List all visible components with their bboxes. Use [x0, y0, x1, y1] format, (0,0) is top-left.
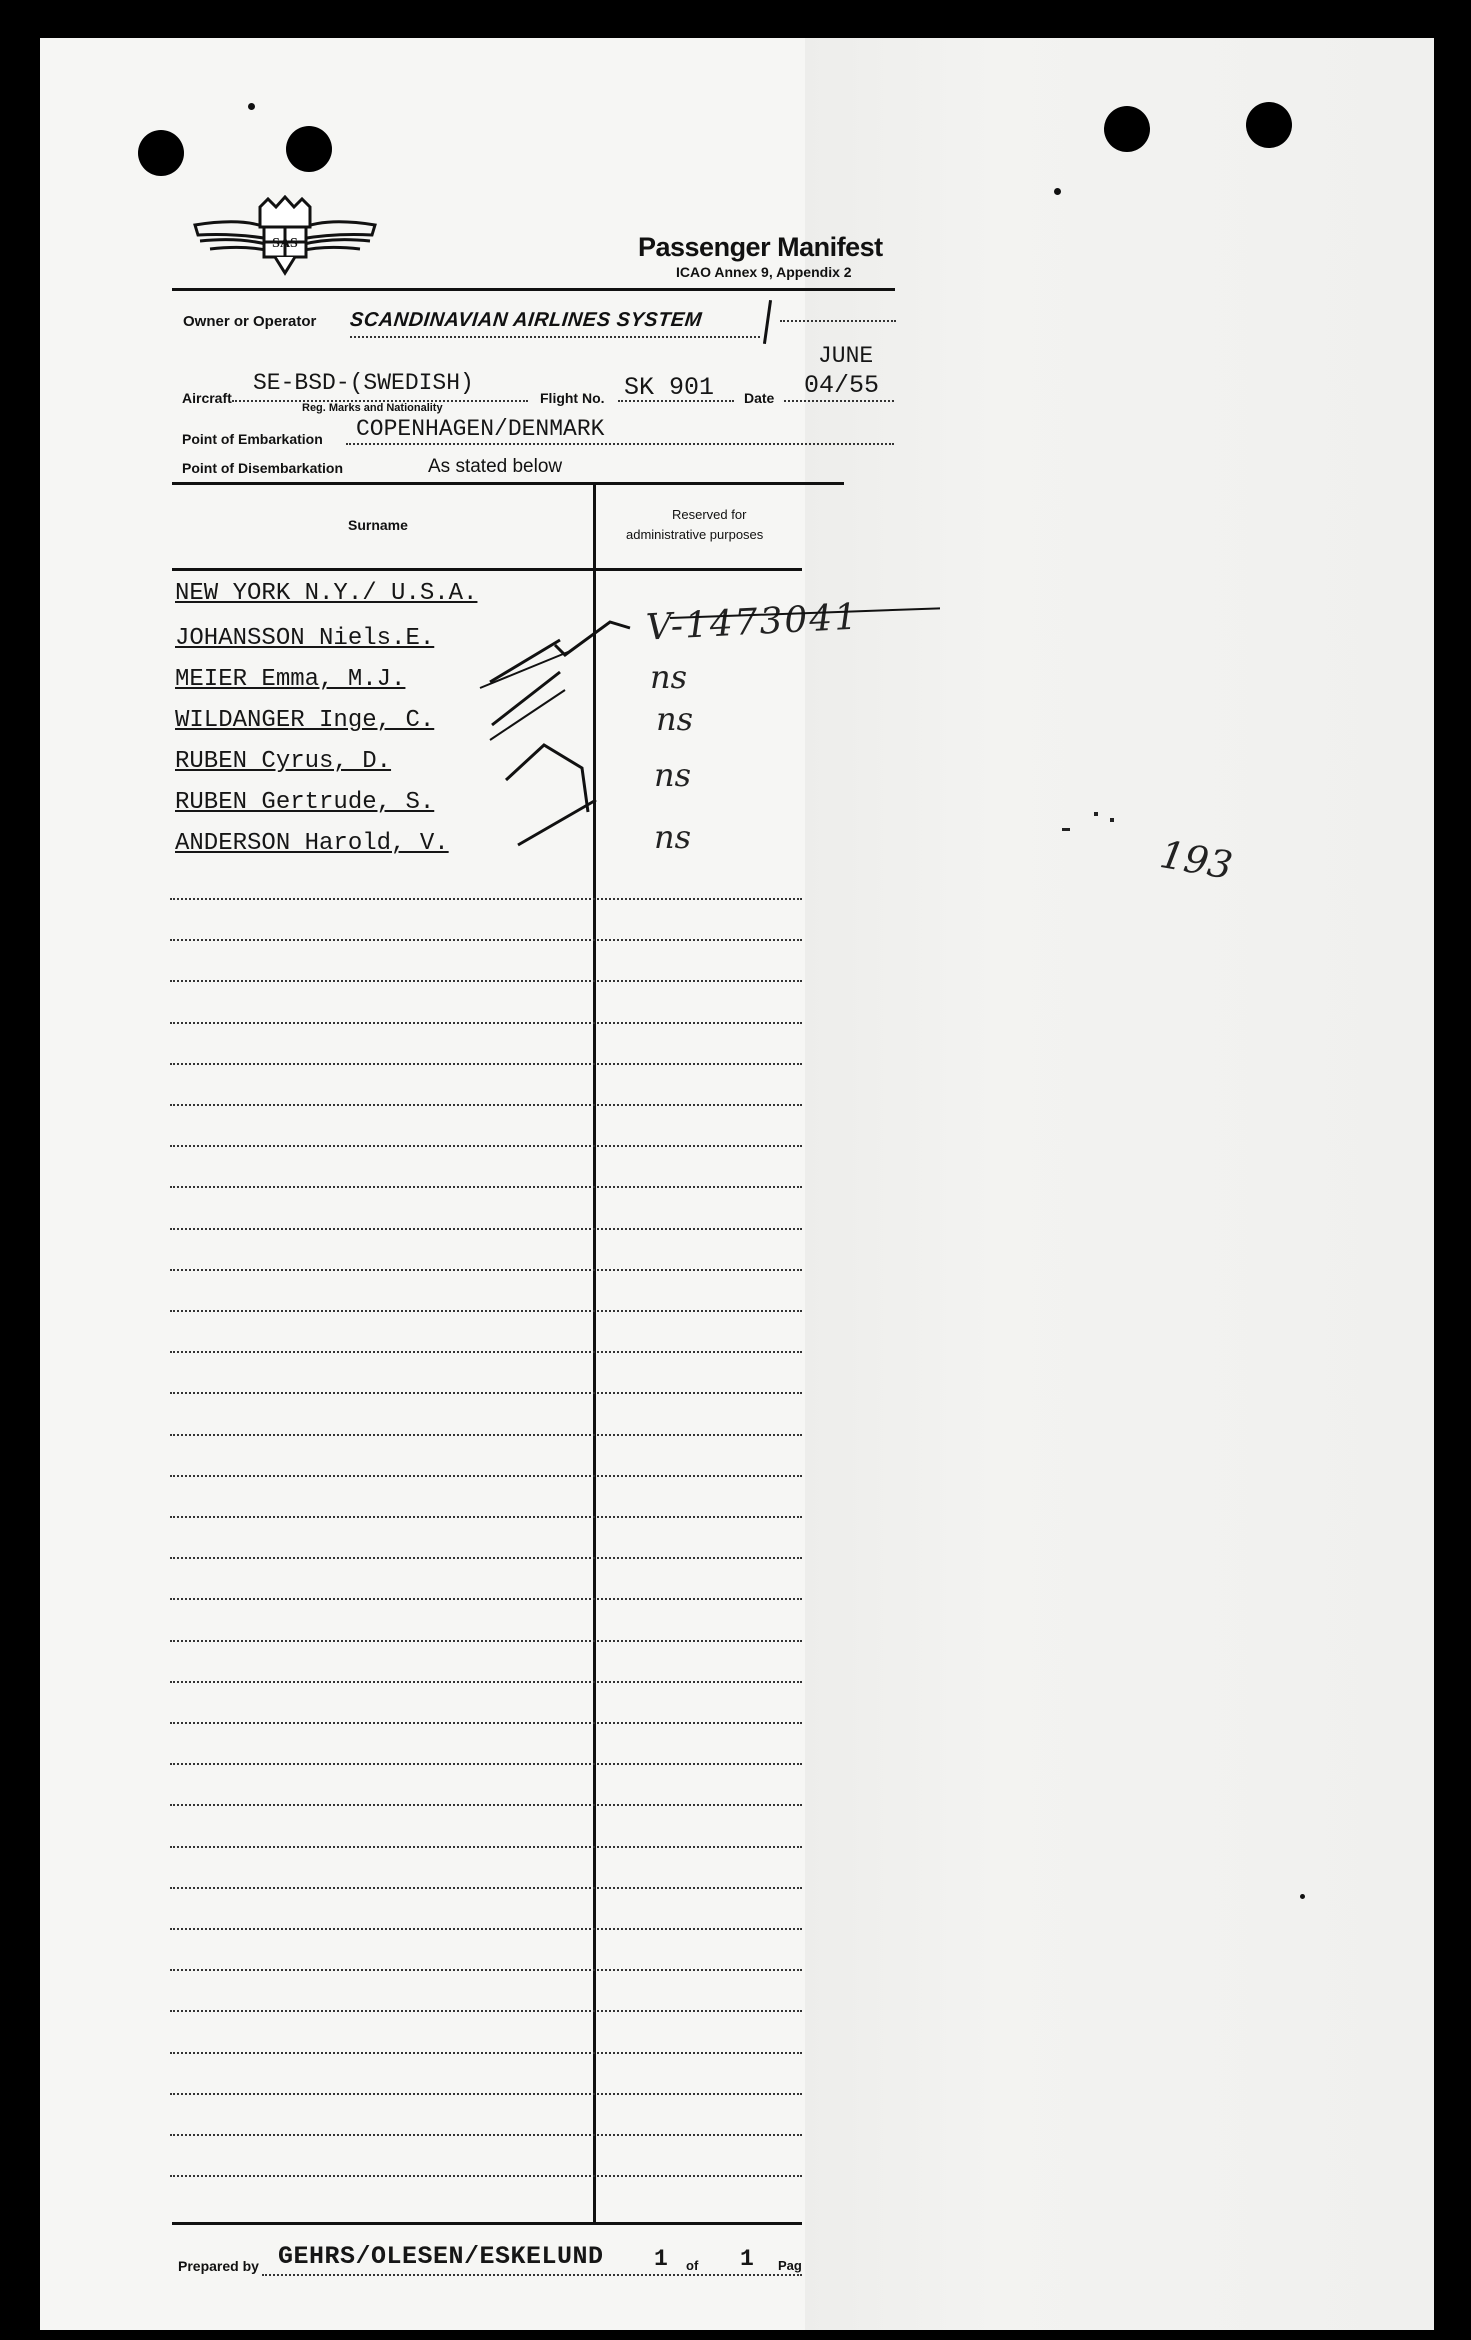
embark-value: COPENHAGEN/DENMARK [356, 416, 605, 442]
reserved-header-2: administrative purposes [626, 527, 764, 542]
date-label: Date [744, 390, 775, 406]
punch-hole [1246, 102, 1292, 148]
passenger-row: ANDERSON Harold, V. [175, 830, 449, 857]
row-rule [170, 1969, 802, 1971]
row-rule [170, 1310, 802, 1312]
row-rule [170, 1145, 802, 1147]
ink-mark [1110, 818, 1114, 822]
row-rule [170, 1434, 802, 1436]
owner-underline [350, 336, 760, 338]
date-underline [784, 400, 894, 402]
row-rule [170, 1228, 802, 1230]
page-total: 1 [740, 2246, 754, 2272]
aircraft-label: Aircraft [182, 390, 232, 406]
passenger-row: RUBEN Cyrus, D. [175, 748, 392, 775]
row-rule [170, 1640, 802, 1642]
speck [1054, 188, 1061, 195]
row-rule [170, 1598, 802, 1600]
passenger-row: MEIER Emma, M.J. [175, 666, 406, 693]
date-value: 04/55 [804, 371, 880, 400]
row-rule [170, 1351, 802, 1353]
row-rule [170, 2093, 802, 2095]
reg-marks-label: Reg. Marks and Nationality [302, 402, 443, 414]
row-rule [170, 980, 802, 982]
row-rule [170, 2010, 802, 2012]
header-rule [172, 288, 895, 291]
of-label: of [686, 2258, 699, 2273]
punch-hole [286, 126, 332, 172]
table-bottom-rule [172, 2222, 802, 2225]
disembark-value: As stated below [428, 456, 563, 477]
flight-underline [618, 400, 734, 402]
prepared-underline [262, 2274, 802, 2276]
row-rule [170, 1516, 802, 1518]
date-month: JUNE [818, 343, 874, 369]
embark-label: Point of Embarkation [182, 431, 323, 447]
ink-mark [1094, 812, 1098, 816]
header-bottom-rule [172, 568, 802, 571]
flight-value: SK 901 [624, 373, 715, 402]
page-num: 1 [654, 2246, 668, 2272]
flight-label: Flight No. [540, 390, 605, 406]
form-title: Passenger Manifest [638, 232, 883, 262]
row-rule [170, 1104, 802, 1106]
sheet-shading [805, 38, 1434, 2330]
row-rule [170, 2134, 802, 2136]
form-subtitle: ICAO Annex 9, Appendix 2 [676, 264, 852, 280]
owner-value: SCANDINAVIAN AIRLINES SYSTEM [348, 309, 704, 331]
row-rule [170, 2052, 802, 2054]
table-top-rule [172, 482, 844, 485]
destination-row: NEW YORK N.Y./ U.S.A. [175, 580, 478, 607]
row-rule [170, 1722, 802, 1724]
row-rule [170, 1887, 802, 1889]
handwritten-note: ns [654, 818, 692, 856]
page-label: Pag [778, 2258, 802, 2273]
handwritten-note: V-1473041 [645, 596, 861, 649]
airline-logo [190, 195, 380, 280]
embark-underline [346, 443, 894, 445]
prepared-value: GEHRS/OLESEN/ESKELUND [278, 2242, 604, 2271]
speck [1300, 1894, 1305, 1899]
speck [248, 103, 255, 110]
prepared-label: Prepared by [178, 2258, 259, 2274]
row-rule [170, 1269, 802, 1271]
row-rule [170, 2175, 802, 2177]
row-rule [170, 1392, 802, 1394]
row-rule [170, 1186, 802, 1188]
row-rule [170, 1804, 802, 1806]
passenger-row: JOHANSSON Niels.E. [175, 625, 435, 652]
row-rule [170, 939, 802, 941]
row-rule [170, 1475, 802, 1477]
row-rule [170, 1763, 802, 1765]
row-rule [170, 1928, 802, 1930]
owner-label: Owner or Operator [183, 313, 317, 330]
punch-hole [138, 130, 184, 176]
row-rule [170, 1846, 802, 1848]
passenger-row: WILDANGER Inge, C. [175, 707, 435, 734]
row-rule [170, 1022, 802, 1024]
handwritten-note: ns [656, 700, 694, 738]
check-marks [470, 600, 940, 870]
reserved-header-1: Reserved for [672, 507, 747, 522]
row-rule [170, 1681, 802, 1683]
row-rule [170, 1557, 802, 1559]
handwritten-note: ns [654, 756, 692, 794]
owner-extra-line [780, 320, 896, 322]
surname-header: Surname [348, 517, 408, 533]
aircraft-value: SE-BSD-(SWEDISH) [253, 370, 474, 396]
margin-number: 193 [1156, 832, 1236, 888]
row-rule [170, 898, 802, 900]
punch-hole [1104, 106, 1150, 152]
handwritten-note: ns [650, 658, 688, 696]
ink-mark [1062, 828, 1070, 831]
row-rule [170, 1063, 802, 1065]
svg-text:SAS: SAS [272, 236, 298, 251]
passenger-row: RUBEN Gertrude, S. [175, 789, 435, 816]
disembark-label: Point of Disembarkation [182, 460, 344, 476]
